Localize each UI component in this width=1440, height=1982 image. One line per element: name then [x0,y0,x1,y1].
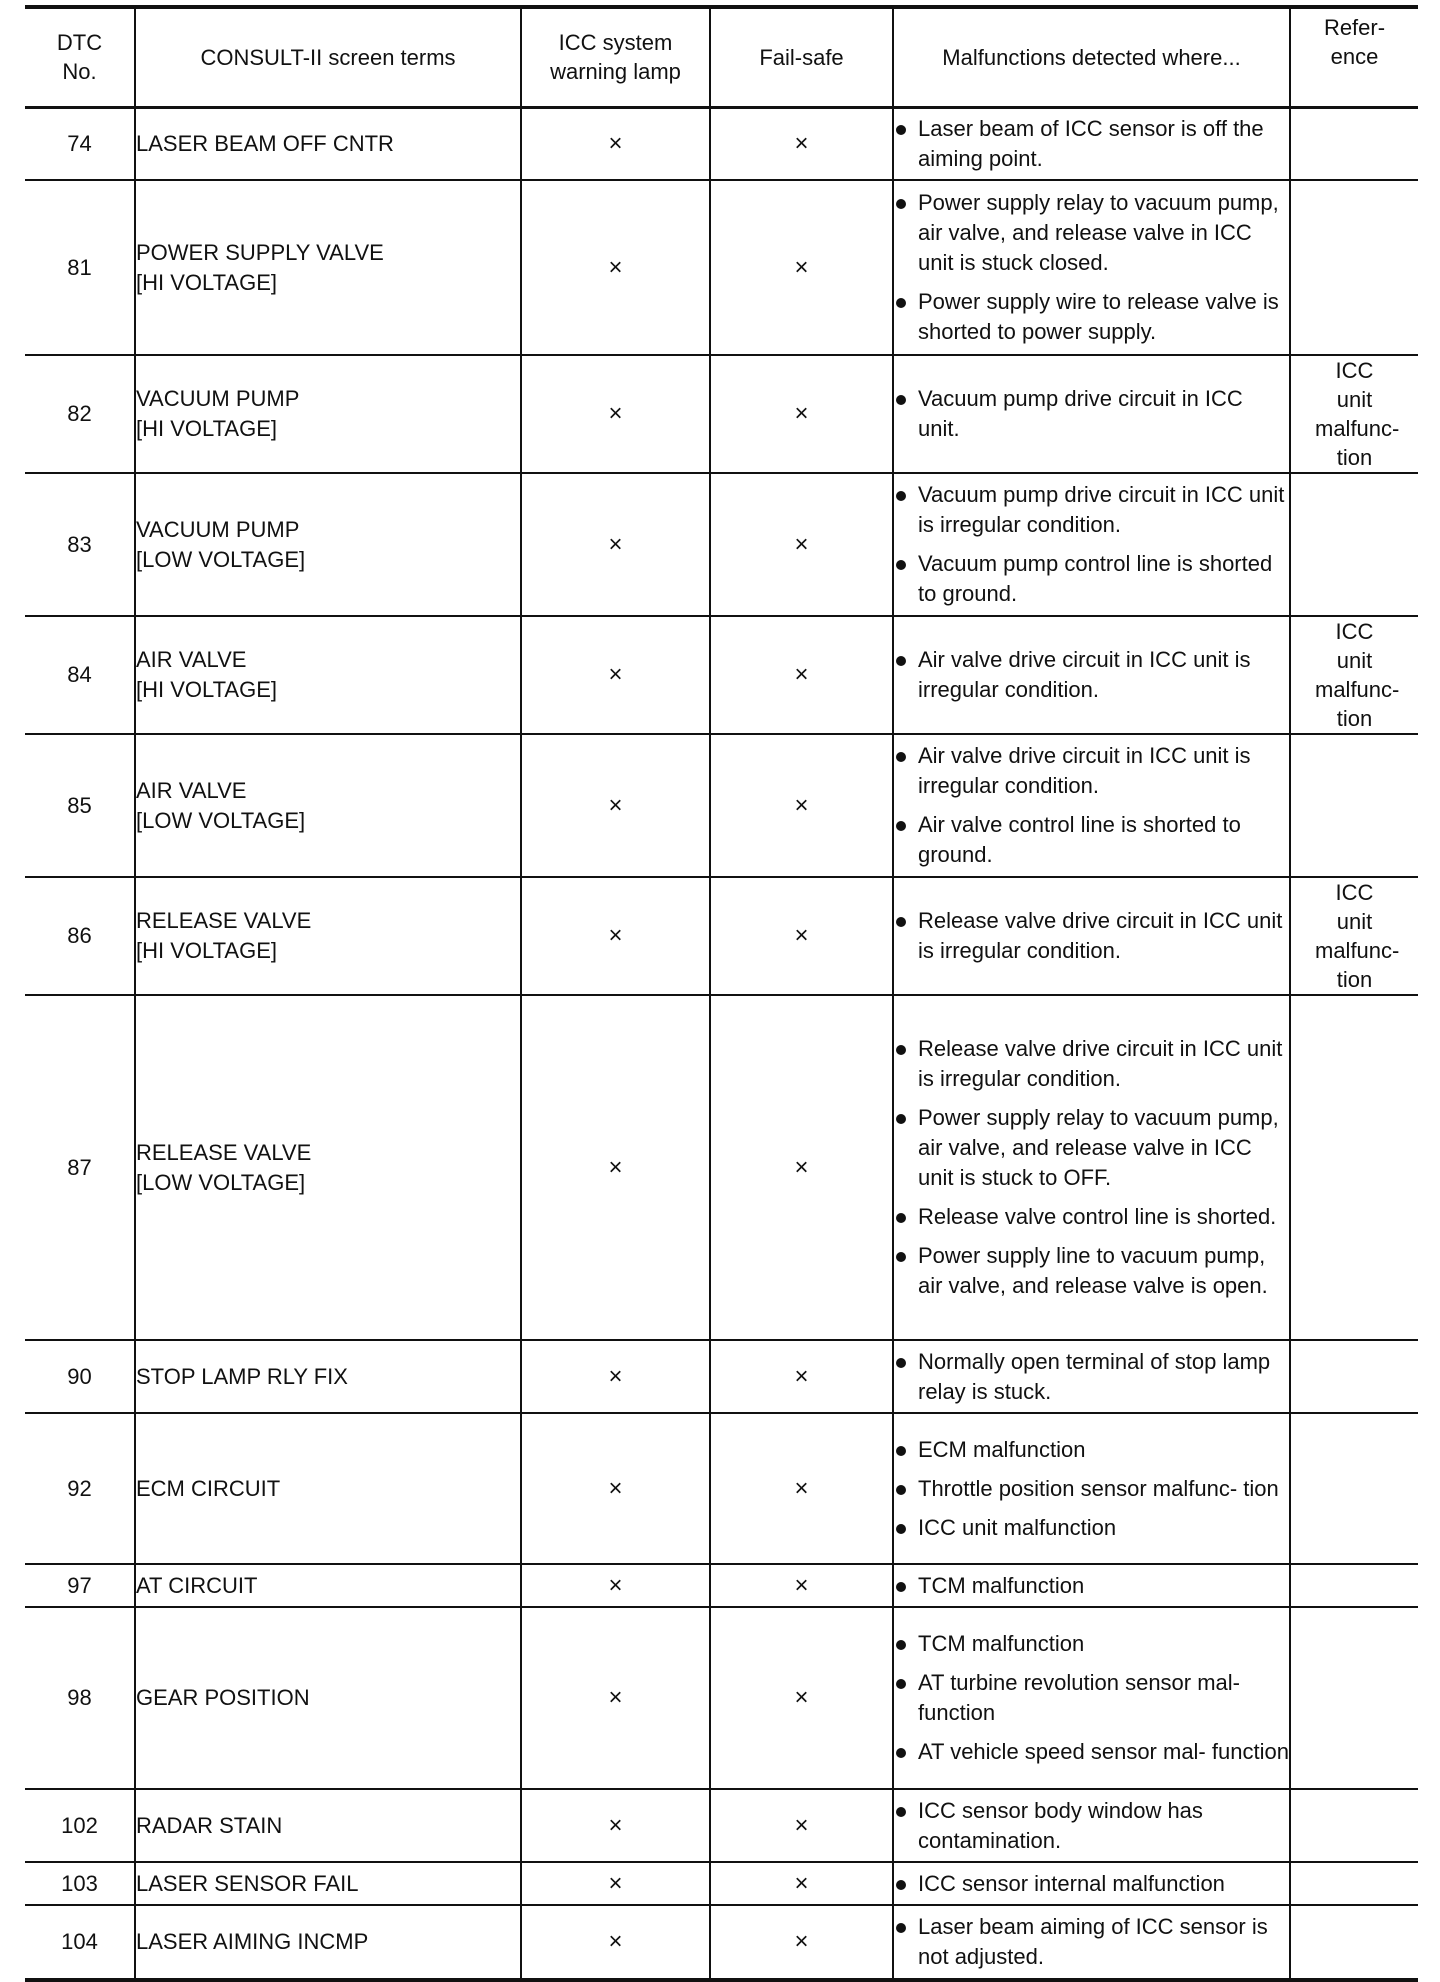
screen-term [135,995,521,1340]
reference [1290,1607,1418,1789]
reference [1290,995,1418,1340]
fail-safe-mark: × [710,616,893,734]
screen-term [135,355,521,473]
dtc-number: 102 [61,1812,98,1838]
dtc-number: 82 [67,401,92,426]
warning-lamp-mark: × [521,1905,710,1980]
fail-safe-mark: × [710,1905,893,1980]
malfunction-bullet: Vacuum pump drive circuit in ICC unit is irregular condition. [894,480,1289,540]
malfunction-description [893,734,1290,877]
dtc-number: 85 [67,792,92,818]
screen-term-line: LASER SENSOR FAIL [136,1870,359,1896]
header-row [25,7,1418,107]
malfunction-bullet: Laser beam of ICC sensor is off the aiming point. [894,114,1289,174]
screen-term-line: ECM CIRCUIT [136,1475,281,1501]
screen-term [135,473,521,616]
malfunction-description [893,1564,1290,1607]
dtc-number: 81 [67,254,92,280]
malfunction-bullet: Air valve drive circuit in ICC unit is irregular condition. [894,645,1289,705]
malfunction-bullet: ICC sensor internal malfunction [894,1869,1289,1899]
header-reference: Refer- ence [1290,7,1418,107]
reference [1290,1905,1418,1980]
screen-term [135,734,521,877]
malfunction-bullet: ICC sensor body window has contamination. [894,1796,1289,1856]
screen-term [135,1413,521,1564]
table-row [25,180,1418,355]
fail-safe-mark: × [710,1789,893,1862]
dtc-number: 97 [67,1572,92,1598]
screen-term-line: AIR VALVE [136,777,247,803]
header-dtc-no: DTC No. [56,30,103,85]
screen-term-line: [HI VOLTAGE] [136,416,277,441]
screen-term [135,1862,521,1905]
dtc-number: 98 [67,1685,92,1710]
warning-lamp-mark: × [521,180,710,355]
table-row [25,107,1418,180]
reference [1290,107,1418,180]
table-row [25,1564,1418,1607]
malfunction-bullet: Laser beam aiming of ICC sensor is not adjusted. [894,1912,1289,1972]
warning-lamp-mark: × [521,1340,710,1413]
fail-safe-mark: × [710,473,893,616]
table-body [25,107,1418,1980]
fail-safe-mark: × [710,107,893,180]
malfunction-bullet: Power supply line to vacuum pump, air valve, and release valve is open. [894,1241,1289,1301]
screen-term-line: GEAR POSITION [136,1685,310,1710]
screen-term-line: [LOW VOLTAGE] [136,807,306,833]
warning-lamp-mark: × [521,995,710,1340]
fail-safe-mark: × [710,1413,893,1564]
malfunction-bullet: Power supply wire to release valve is shorted to power supply. [894,287,1289,347]
table-row [25,877,1418,995]
header-warning-lamp: ICC system warning lamp [521,7,710,107]
screen-term-line: [HI VOLTAGE] [136,677,277,702]
fail-safe-mark: × [710,877,893,995]
dtc-number: 83 [67,531,92,557]
screen-term [135,616,521,734]
screen-term-line: [HI VOLTAGE] [136,269,277,295]
dtc-number: 103 [61,1870,98,1896]
malfunction-description [893,180,1290,355]
malfunction-bullet: TCM malfunction [894,1571,1289,1601]
warning-lamp-mark: × [521,355,710,473]
dtc-number: 84 [67,662,92,687]
table-row [25,473,1418,616]
warning-lamp-mark: × [521,877,710,995]
malfunction-bullet: Vacuum pump control line is shorted to ground. [894,549,1289,609]
screen-term-line: RELEASE VALVE [136,1139,312,1165]
table-row [25,995,1418,1340]
fail-safe-mark: × [710,734,893,877]
reference: ICC unit malfunc- tion [1290,616,1418,734]
warning-lamp-mark: × [521,1413,710,1564]
table-row [25,1862,1418,1905]
malfunction-bullet: Power supply relay to vacuum pump, air valve, and release valve in ICC unit is stuck to OFF. [894,1103,1289,1193]
malfunction-description [893,473,1290,616]
header-screen-terms: CONSULT-II screen terms [135,7,521,107]
malfunction-description [893,1413,1290,1564]
screen-term [135,1905,521,1980]
table-row [25,1413,1418,1564]
table-row [25,355,1418,473]
header-fail-safe: Fail-safe [710,7,893,107]
malfunction-bullet: AT turbine revolution sensor mal- function [894,1668,1289,1728]
dtc-number: 90 [67,1363,92,1389]
warning-lamp-mark: × [521,734,710,877]
malfunction-bullet: Release valve drive circuit in ICC unit is irregular condition. [894,906,1289,966]
dtc-number: 87 [67,1154,92,1180]
malfunction-description [893,1905,1290,1980]
malfunction-description [893,1789,1290,1862]
warning-lamp-mark: × [521,616,710,734]
malfunction-bullet: ECM malfunction [894,1435,1289,1465]
warning-lamp-mark: × [521,473,710,616]
reference [1290,734,1418,877]
malfunction-bullet: Vacuum pump drive circuit in ICC unit. [894,384,1289,444]
screen-term-line: AT CIRCUIT [136,1572,258,1598]
screen-term [135,1607,521,1789]
reference [1290,1564,1418,1607]
malfunction-bullet: AT vehicle speed sensor mal- function [894,1737,1289,1767]
malfunction-bullet: ICC unit malfunction [894,1513,1289,1543]
malfunction-description [893,355,1290,473]
malfunction-bullet: Air valve drive circuit in ICC unit is irregular condition. [894,741,1289,801]
dtc-number: 92 [67,1475,92,1501]
reference [1290,473,1418,616]
screen-term-line: STOP LAMP RLY FIX [136,1363,348,1389]
fail-safe-mark: × [710,355,893,473]
warning-lamp-mark: × [521,107,710,180]
malfunction-bullet: Normally open terminal of stop lamp relay is stuck. [894,1347,1289,1407]
screen-term-line: RADAR STAIN [136,1812,283,1838]
screen-term [135,180,521,355]
fail-safe-mark: × [710,1862,893,1905]
malfunction-description [893,1340,1290,1413]
warning-lamp-mark: × [521,1862,710,1905]
reference [1290,180,1418,355]
screen-term [135,877,521,995]
table-row [25,1607,1418,1789]
warning-lamp-mark: × [521,1607,710,1789]
malfunction-description [893,995,1290,1340]
malfunction-bullet: Release valve drive circuit in ICC unit is irregular condition. [894,1034,1289,1094]
screen-term [135,1564,521,1607]
table-row [25,734,1418,877]
screen-term-line: LASER AIMING INCMP [136,1929,369,1954]
fail-safe-mark: × [710,1340,893,1413]
malfunction-description [893,107,1290,180]
malfunction-bullet: Power supply relay to vacuum pump, air valve, and release valve in ICC unit is stuck closed. [894,188,1289,278]
reference: ICC unit malfunc- tion [1290,355,1418,473]
screen-term-line: VACUUM PUMP [136,516,300,542]
malfunction-bullet: Air valve control line is shorted to ground. [894,810,1289,870]
reference: ICC unit malfunc- tion [1290,877,1418,995]
reference [1290,1340,1418,1413]
dtc-number: 74 [67,130,92,156]
malfunction-description [893,1607,1290,1789]
screen-term-line: POWER SUPPLY VALVE [136,239,384,265]
warning-lamp-mark: × [521,1789,710,1862]
warning-lamp-mark: × [521,1564,710,1607]
screen-term [135,1789,521,1862]
screen-term-line: VACUUM PUMP [136,386,300,411]
dtc-number: 104 [61,1929,98,1954]
table-row [25,1789,1418,1862]
table-row [25,1340,1418,1413]
malfunction-description [893,877,1290,995]
screen-term [135,1340,521,1413]
header-malfunctions: Malfunctions detected where... [893,7,1290,107]
screen-term-line: [LOW VOLTAGE] [136,546,306,572]
table-row [25,616,1418,734]
dtc-table [25,5,1418,1982]
malfunction-bullet: Release valve control line is shorted. [894,1202,1289,1232]
fail-safe-mark: × [710,1564,893,1607]
malfunction-description [893,1862,1290,1905]
malfunction-description [893,616,1290,734]
reference [1290,1862,1418,1905]
screen-term [135,107,521,180]
fail-safe-mark: × [710,180,893,355]
screen-term-line: LASER BEAM OFF CNTR [136,130,394,156]
screen-term-line: AIR VALVE [136,647,247,672]
table-row [25,1905,1418,1980]
reference [1290,1413,1418,1564]
fail-safe-mark: × [710,995,893,1340]
reference [1290,1789,1418,1862]
malfunction-bullet: Throttle position sensor malfunc- tion [894,1474,1289,1504]
malfunction-bullet: TCM malfunction [894,1629,1289,1659]
dtc-number: 86 [67,923,92,948]
fail-safe-mark: × [710,1607,893,1789]
screen-term-line: [HI VOLTAGE] [136,938,277,963]
screen-term-line: [LOW VOLTAGE] [136,1169,306,1195]
screen-term-line: RELEASE VALVE [136,908,312,933]
